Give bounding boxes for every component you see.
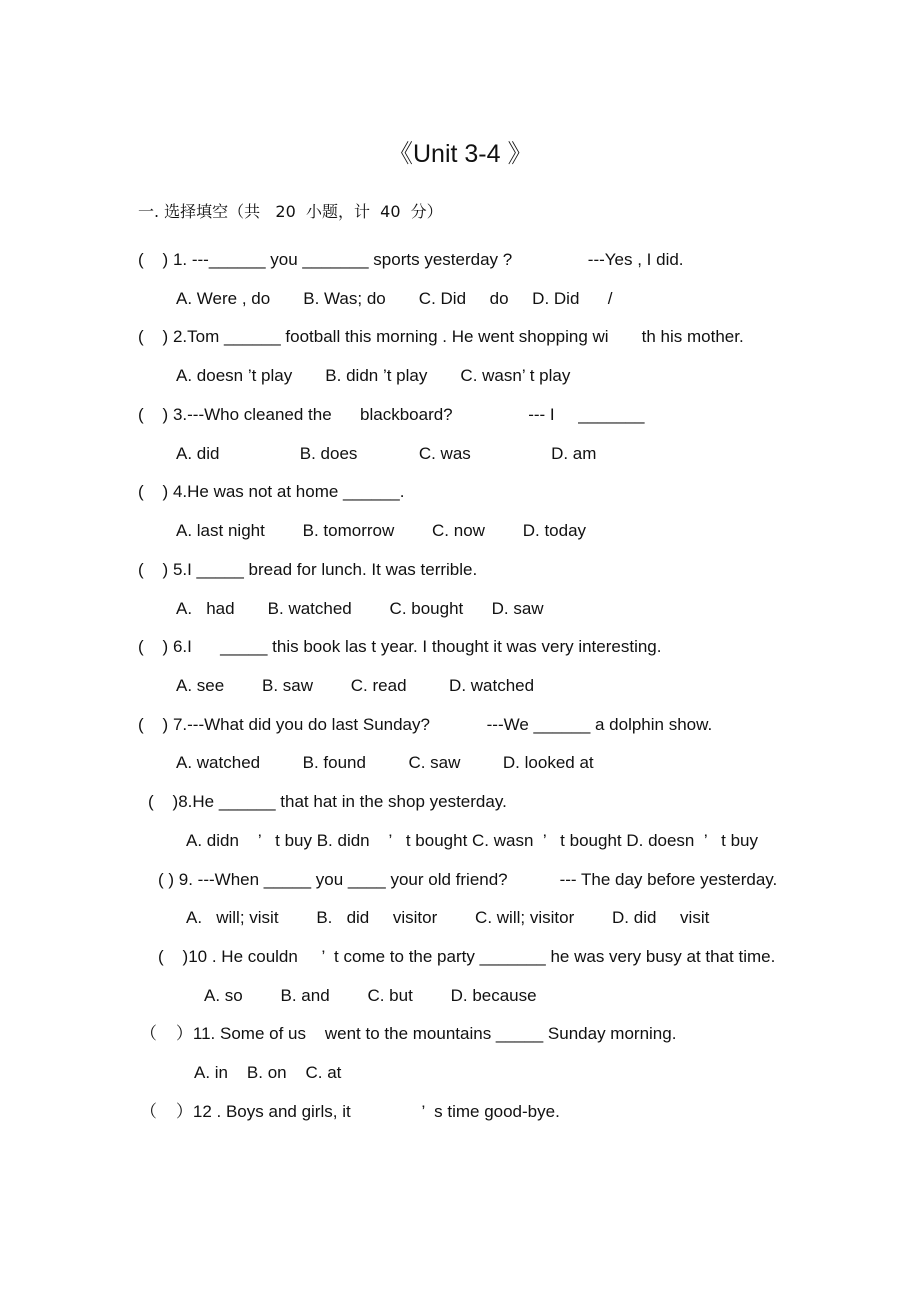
question-11: （ ）11. Some of us went to the mountains _____ Sunday morning.	[140, 1024, 677, 1043]
question-12: （ ）12 . Boys and girls, it ’ s time good-bye.	[140, 1102, 560, 1121]
question-10-options: A. so B. and C. but D. because	[204, 986, 537, 1005]
question-11-options: A. in B. on C. at	[194, 1063, 342, 1082]
question-10: ( )10 . He couldn ’ t come to the party _______ he was very busy at that time.	[158, 947, 776, 966]
question-1: ( ) 1. ---______ you _______ sports yesterday ? ---Yes , I did.	[138, 250, 684, 269]
question-4: ( ) 4.He was not at home ______.	[138, 482, 405, 501]
question-3: ( ) 3.---Who cleaned the blackboard? --- I _______	[138, 405, 645, 424]
question-9: ( ) 9. ---When _____ you ____ your old friend? --- The day before yesterday.	[158, 870, 778, 889]
question-6-options: A. see B. saw C. read D. watched	[176, 676, 535, 695]
question-2: ( ) 2.Tom ______ football this morning . He went shopping wi th his mother.	[138, 327, 744, 346]
question-7-options: A. watched B. found C. saw D. looked at	[176, 753, 594, 772]
question-5-options: A. had B. watched C. bought D. saw	[176, 599, 544, 618]
page-title: 《Unit 3-4 》	[388, 140, 533, 168]
question-1-options: A. Were , do B. Was; do C. Did do D. Did /	[176, 289, 613, 308]
question-6: ( ) 6.I _____ this book las t year. I thought it was very interesting.	[138, 637, 662, 656]
question-3-options: A. did B. does C. was D. am	[176, 444, 597, 463]
question-8-options: A. didn ’ t buy B. didn ’ t bought C. wasn ’ t bought D. doesn ’ t buy	[186, 831, 759, 850]
question-5: ( ) 5.I _____ bread for lunch. It was terrible.	[138, 560, 478, 579]
question-8: ( )8.He ______ that hat in the shop yesterday.	[148, 792, 507, 811]
question-4-options: A. last night B. tomorrow C. now D. today	[176, 521, 587, 540]
question-9-options: A. will; visit B. did visitor C. will; visitor D. did visit	[186, 908, 710, 927]
section-heading: 一. 选择填空（共 20 小题，计 40 分）	[138, 202, 443, 221]
question-2-options: A. doesn ’t play B. didn ’t play C. wasn’ t play	[176, 366, 571, 385]
question-7: ( ) 7.---What did you do last Sunday? ---We ______ a dolphin show.	[138, 715, 713, 734]
